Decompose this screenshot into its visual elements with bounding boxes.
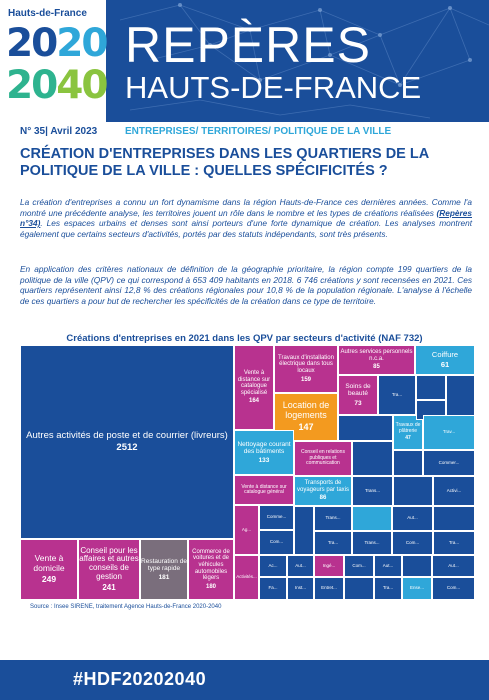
treemap-small-label: Comme... <box>266 514 287 520</box>
treemap-cell-label: Commerce de voitures et de véhicules automobiles légers <box>192 548 230 582</box>
treemap-small-cell <box>392 506 433 531</box>
logo-year-2040: 2040 <box>6 63 107 108</box>
treemap-small-cell <box>402 577 432 600</box>
chart-title: Créations d'entreprises en 2021 dans les QPV par secteurs d'activité (NAF 732) <box>66 333 423 344</box>
treemap-cell-label: Conseil pour les affaires et autres conseils de gestion <box>79 545 139 581</box>
treemap-cell-value: 249 <box>41 574 57 585</box>
treemap-cell-value: 147 <box>298 421 314 432</box>
treemap-small-label: Aut... <box>295 562 306 568</box>
treemap-small-cell <box>234 555 259 600</box>
treemap-small-cell <box>352 506 392 531</box>
treemap-cell-label: Travaux de plâtrerie <box>395 422 421 434</box>
treemap-small-cell <box>352 531 392 555</box>
treemap-cell-value: 181 <box>158 574 170 582</box>
treemap-small-cell <box>287 555 314 577</box>
treemap-small-label: Tra... <box>448 539 460 545</box>
treemap-small-label: Fa... <box>268 585 278 591</box>
headline: CRÉATION D'ENTREPRISES DANS LES QUARTIERS DE LA POLITIQUE DE LA VILLE : QUELLES SPÉCIFICITÉS ? <box>20 146 429 179</box>
treemap-small-cell <box>402 555 432 577</box>
treemap-small-cell <box>423 415 475 450</box>
treemap-small-cell <box>352 441 393 476</box>
treemap-cell-value: 47 <box>405 435 411 442</box>
treemap-small-label: Aut... <box>407 515 418 521</box>
logo-year-2020: 2020 <box>6 21 107 66</box>
treemap-cell <box>294 476 352 506</box>
title-region: HAUTS-DE-FRANCE <box>125 70 422 105</box>
logo-region: Hauts-de-France <box>8 8 87 19</box>
treemap-cell-value: 61 <box>440 360 450 369</box>
treemap-small-label: Activités... <box>236 574 257 580</box>
treemap-cell-label: Autres services personnels n.c.a. <box>340 349 413 362</box>
treemap-small-cell <box>378 375 416 415</box>
treemap-small-cell <box>352 476 393 506</box>
treemap-small-label: Com... <box>269 539 284 545</box>
treemap-small-label: Aut... <box>448 562 459 568</box>
treemap-small-label: Tra... <box>391 391 403 397</box>
treemap-cell <box>20 345 234 539</box>
treemap-small-cell <box>287 577 314 600</box>
treemap-cell <box>20 539 78 600</box>
treemap-cell-value: 86 <box>319 495 327 502</box>
treemap-cell <box>338 345 415 375</box>
treemap-cell <box>188 539 234 600</box>
treemap-cell-label: Vente à distance sur catalogue général <box>241 483 287 495</box>
treemap-cell-value: 2512 <box>116 442 138 453</box>
title-reperes: REPÈRES <box>125 17 371 73</box>
treemap-cell <box>415 345 475 375</box>
treemap-small-cell <box>393 450 423 476</box>
treemap-cell <box>234 475 294 505</box>
treemap-cell-value: 180 <box>205 583 216 590</box>
issue-bar <box>0 122 489 142</box>
treemap-small-cell <box>259 555 287 577</box>
treemap-cell-label: Vente à distance sur catalogue spécialisé <box>237 370 271 396</box>
treemap-cell-label: Travaux d'installation électrique dans tous locaux <box>278 354 334 374</box>
treemap-small-cell <box>344 555 374 577</box>
intro-paragraph: La création d'entreprises a connu un fort dynamisme dans la région Hauts-de-France ces dernières années. Comme l'a montré une précédente analyse, les territoires jouent un rôle dans le nombre et les types de créations réalisées (Repères n°34). Les espaces urbains et denses sont ainsi porteurs d'une forte dynamique de création. Les analyses montrent également que certains secteurs d'activités, portés par des statuts indépendants, sont très présents. <box>20 197 472 239</box>
treemap-small-label: Tra... <box>382 585 394 591</box>
treemap-cell-label: Autres activités de poste et de courrier (livreurs) <box>26 429 228 441</box>
treemap-small-label: Ingé... <box>322 562 336 568</box>
treemap-cell-label: Nettoyage courant des bâtiments <box>237 440 291 455</box>
treemap-cell-value: 159 <box>300 376 311 383</box>
treemap-small-cell <box>314 506 352 531</box>
treemap-small-label: Trans... <box>325 515 341 521</box>
treemap-small-cell <box>392 531 433 555</box>
header-banner <box>0 0 489 122</box>
treemap-cell <box>140 539 188 600</box>
treemap-cell-label: Coiffure <box>431 349 459 359</box>
treemap-small-label: Trans... <box>364 487 381 493</box>
treemap-cell-label: Location de logements <box>282 400 330 421</box>
treemap-small-cell <box>234 505 259 555</box>
treemap-small-label: Commer... <box>438 459 460 465</box>
treemap-small-label: Trav... <box>442 429 456 435</box>
treemap-cell-value: 133 <box>258 457 270 465</box>
treemap-cell-label: Soins de beauté <box>345 383 371 398</box>
treemap-small-cell <box>259 530 294 555</box>
treemap-cell <box>393 415 423 450</box>
treemap-small-cell <box>433 476 475 506</box>
treemap-small-cell <box>314 531 352 555</box>
treemap-cell <box>274 345 338 393</box>
treemap-small-cell <box>374 555 402 577</box>
treemap-small-cell <box>446 375 475 420</box>
treemap-small-label: Ac... <box>268 562 278 568</box>
treemap-cell-label: Restauration de type rapide <box>141 557 187 572</box>
treemap-small-label: Com... <box>352 562 366 568</box>
treemap-small-label: Com... <box>446 585 461 591</box>
treemap-cell-label: Conseil en relations publiques et communication <box>301 449 345 467</box>
treemap-cell-value: 241 <box>102 582 116 592</box>
treemap-small-cell <box>259 577 287 600</box>
treemap-small-cell <box>433 506 475 531</box>
treemap-cell <box>338 375 378 415</box>
treemap-small-cell <box>432 555 475 577</box>
treemap-small-label: Activi... <box>446 487 462 493</box>
reperes-34-link[interactable]: (Repères n°34) <box>20 207 472 229</box>
treemap-cell-label: Transports de voyageurs par taxis <box>296 480 350 493</box>
treemap-small-cell <box>432 577 475 600</box>
treemap-small-cell <box>433 531 475 555</box>
treemap-small-cell <box>338 415 393 441</box>
treemap-small-cell <box>314 577 344 600</box>
treemap-small-label: Entret... <box>321 585 337 591</box>
treemap-small-cell <box>374 577 402 600</box>
footer-bar <box>0 660 489 700</box>
treemap-chart <box>20 345 475 600</box>
treemap-small-label: Tra... <box>327 539 339 545</box>
treemap-small-cell <box>423 450 475 476</box>
treemap-cell-label: Vente à domicile <box>33 553 65 573</box>
treemap-small-cell <box>294 506 314 555</box>
treemap-small-label: Trans... <box>364 539 380 545</box>
treemap-cell-value: 73 <box>354 399 362 407</box>
treemap-cell <box>234 430 294 475</box>
treemap-cell <box>234 345 274 430</box>
qpv-paragraph: En application des critères nationaux de définition de la géographie prioritaire, la région compte 199 quartiers de la politique de la ville (QPV) ce qui correspond à 653 409 habitants en 2018. 6 746 créations y sont recensées en 2021. Ces quartiers représentent ainsi 12,8 % des créations régionales pour 10,8 % de la population régionale. L'analyse à l'échelle de ces quartiers a pour but de rechercher les spécificités de la création dans ce type de territoire. <box>20 264 472 306</box>
topic-tags: ENTREPRISES/ TERRITOIRES/ POLITIQUE DE LA VILLE <box>125 126 392 137</box>
treemap-cell <box>78 539 140 600</box>
source-note: Source : Insee SIRENE, traitement Agence Hauts-de-France 2020-2040 <box>30 604 222 610</box>
treemap-small-cell <box>344 577 374 600</box>
treemap-small-label: Aut... <box>382 562 394 568</box>
treemap-cell-value: 164 <box>248 398 259 405</box>
treemap-small-label: Ag... <box>241 526 252 532</box>
treemap-small-label: Inst... <box>294 585 306 591</box>
treemap-small-label: Ense... <box>409 585 424 591</box>
issue-number: N° 35| Avril 2023 <box>20 126 98 137</box>
treemap-small-cell <box>393 476 433 506</box>
treemap-small-label: Com... <box>405 539 420 545</box>
treemap-small-cell <box>416 375 446 400</box>
logo <box>0 0 106 122</box>
hashtag: #HDF20202040 <box>73 669 207 689</box>
treemap-small-cell <box>314 555 344 577</box>
treemap-small-cell <box>259 505 294 530</box>
treemap-cell <box>294 441 352 476</box>
treemap-cell-value: 85 <box>373 364 380 371</box>
